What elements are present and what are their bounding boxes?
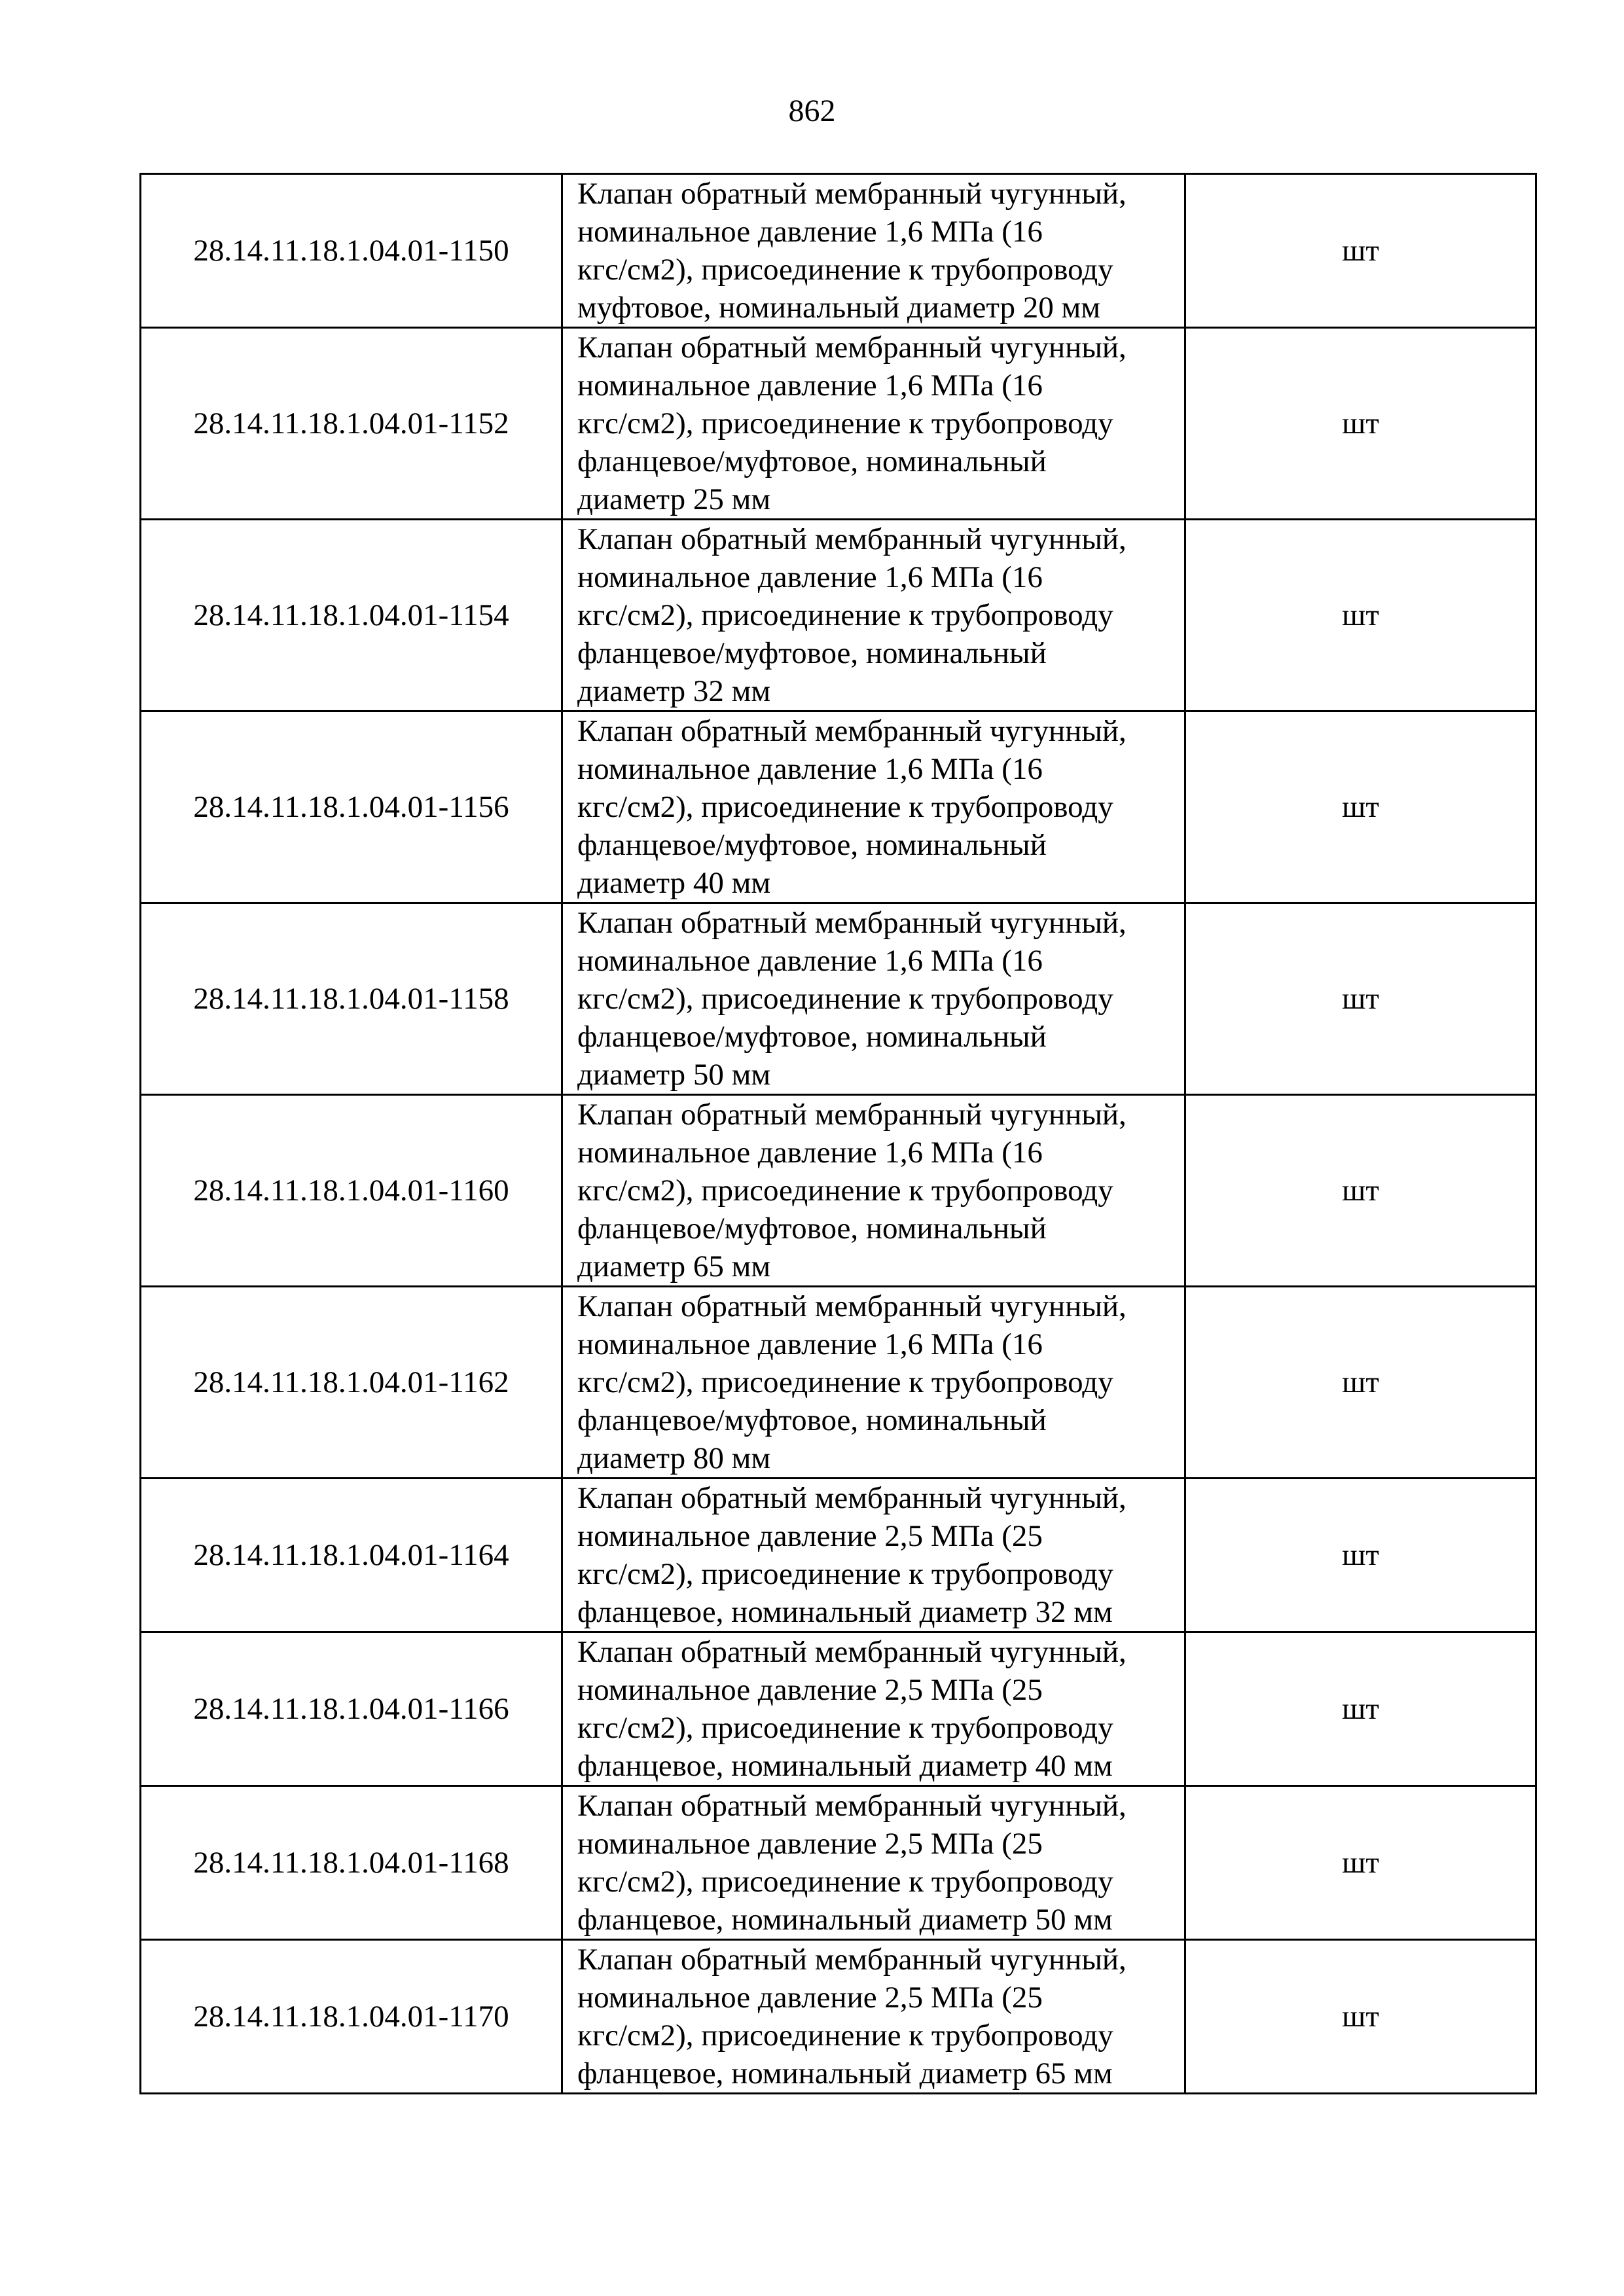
resource-table [139,173,1537,2094]
resource-name-line: номинальное давление 2,5 МПа (25 [577,1673,1043,1707]
resource-name-cell [562,903,1185,1095]
resource-name-cell [562,328,1185,520]
resource-name-line: номинальное давление 1,6 МПа (16 [577,1136,1043,1170]
resource-name-line: фланцевое/муфтовое, номинальный [577,1211,1047,1246]
resource-name-line: кгс/см2), присоединение к трубопроводу [577,2018,1113,2053]
resource-name-line: номинальное давление 2,5 МПа (25 [577,1981,1043,2015]
resource-code-cell: 28.14.11.18.1.04.01-1168 [141,1786,562,1940]
resource-name-line: номинальное давление 1,6 МПа (16 [577,752,1043,786]
unit-cell: шт [1185,1786,1536,1940]
resource-name-cell [562,520,1185,711]
resource-code-cell: 28.14.11.18.1.04.01-1170 [141,1940,562,2094]
resource-name-line: фланцевое/муфтовое, номинальный [577,1020,1047,1054]
table-row [141,1632,1536,1786]
resource-name-line: фланцевое/муфтовое, номинальный [577,828,1047,862]
resource-name-line: фланцевое, номинальный диаметр 50 мм [577,1903,1113,1937]
resource-name-line: номинальное давление 1,6 МПа (16 [577,368,1043,403]
resource-name-line: фланцевое, номинальный диаметр 65 мм [577,2056,1113,2090]
resource-name-text [577,1096,1175,1285]
table-body [141,174,1536,2094]
resource-name-line: номинальное давление 2,5 МПа (25 [577,1519,1043,1553]
resource-name-line: диаметр 40 мм [577,866,771,900]
resource-name-cell [562,1479,1185,1632]
resource-name-line: фланцевое/муфтовое, номинальный [577,636,1047,670]
resource-name-text [577,520,1175,710]
resource-code-cell: 28.14.11.18.1.04.01-1160 [141,1095,562,1287]
resource-name-line: номинальное давление 1,6 МПа (16 [577,1327,1043,1361]
resource-name-line: Клапан обратный мембранный чугунный, [577,331,1127,365]
resource-name-line: Клапан обратный мембранный чугунный, [577,1635,1127,1669]
resource-name-cell [562,1786,1185,1940]
resource-name-line: кгс/см2), присоединение к трубопроводу [577,598,1113,632]
table-row [141,174,1536,328]
resource-name-cell [562,1287,1185,1479]
resource-name-cell [562,711,1185,903]
resource-name-text [577,329,1175,518]
resource-name-text [577,175,1175,327]
resource-code-cell: 28.14.11.18.1.04.01-1154 [141,520,562,711]
unit-cell: шт [1185,520,1536,711]
resource-name-line: кгс/см2), присоединение к трубопроводу [577,1865,1113,1899]
resource-code-cell: 28.14.11.18.1.04.01-1166 [141,1632,562,1786]
resource-name-text [577,1633,1175,1785]
resource-name-line: Клапан обратный мембранный чугунный, [577,906,1127,940]
unit-cell: шт [1185,1287,1536,1479]
resource-code-cell: 28.14.11.18.1.04.01-1164 [141,1479,562,1632]
unit-cell: шт [1185,711,1536,903]
unit-cell: шт [1185,1479,1536,1632]
unit-cell: шт [1185,1632,1536,1786]
resource-name-line: диаметр 80 мм [577,1441,771,1475]
resource-name-cell [562,1940,1185,2094]
table-row [141,1287,1536,1479]
resource-name-text [577,904,1175,1094]
resource-name-text [577,712,1175,902]
resource-name-line: номинальное давление 1,6 МПа (16 [577,944,1043,978]
resource-code-cell: 28.14.11.18.1.04.01-1156 [141,711,562,903]
resource-name-line: диаметр 32 мм [577,674,771,708]
table-row [141,1940,1536,2094]
resource-name-line: номинальное давление 1,6 МПа (16 [577,215,1043,249]
resource-name-line: диаметр 65 мм [577,1249,771,1283]
resource-code-cell: 28.14.11.18.1.04.01-1158 [141,903,562,1095]
resource-name-line: фланцевое/муфтовое, номинальный [577,444,1047,478]
unit-cell: шт [1185,903,1536,1095]
resource-name-line: Клапан обратный мембранный чугунный, [577,1789,1127,1823]
resource-name-line: диаметр 25 мм [577,482,771,516]
resource-name-line: фланцевое, номинальный диаметр 32 мм [577,1595,1113,1629]
resource-name-line: фланцевое/муфтовое, номинальный [577,1403,1047,1437]
resource-name-cell [562,1632,1185,1786]
table-row [141,328,1536,520]
table-row [141,903,1536,1095]
resource-name-line: Клапан обратный мембранный чугунный, [577,1943,1127,1977]
resource-name-line: Клапан обратный мембранный чугунный, [577,177,1127,211]
resource-name-line: кгс/см2), присоединение к трубопроводу [577,1174,1113,1208]
table-row [141,1095,1536,1287]
resource-name-line: Клапан обратный мембранный чугунный, [577,714,1127,748]
resource-name-line: кгс/см2), присоединение к трубопроводу [577,1365,1113,1399]
resource-name-line: кгс/см2), присоединение к трубопроводу [577,790,1113,824]
table-row [141,1786,1536,1940]
resource-code-cell: 28.14.11.18.1.04.01-1150 [141,174,562,328]
resource-name-text [577,1941,1175,2092]
resource-name-line: номинальное давление 2,5 МПа (25 [577,1827,1043,1861]
table-row [141,1479,1536,1632]
unit-cell: шт [1185,174,1536,328]
table-row [141,520,1536,711]
page-number: 862 [788,94,836,128]
resource-name-line: кгс/см2), присоединение к трубопроводу [577,1557,1113,1591]
resource-name-line: кгс/см2), присоединение к трубопроводу [577,253,1113,287]
resource-name-line: Клапан обратный мембранный чугунный, [577,522,1127,556]
resource-name-line: муфтовое, номинальный диаметр 20 мм [577,291,1100,325]
resource-name-cell [562,174,1185,328]
resource-name-line: кгс/см2), присоединение к трубопроводу [577,1711,1113,1745]
resource-name-cell [562,1095,1185,1287]
resource-name-text [577,1787,1175,1939]
resource-name-line: кгс/см2), присоединение к трубопроводу [577,982,1113,1016]
resource-name-line: Клапан обратный мембранный чугунный, [577,1098,1127,1132]
resource-name-line: фланцевое, номинальный диаметр 40 мм [577,1749,1113,1783]
resource-name-text [577,1479,1175,1631]
resource-name-line: Клапан обратный мембранный чугунный, [577,1481,1127,1515]
resource-name-line: кгс/см2), присоединение к трубопроводу [577,406,1113,440]
table-row [141,711,1536,903]
resource-name-text [577,1287,1175,1477]
unit-cell: шт [1185,328,1536,520]
resource-code-cell: 28.14.11.18.1.04.01-1152 [141,328,562,520]
unit-cell: шт [1185,1940,1536,2094]
resource-name-line: Клапан обратный мембранный чугунный, [577,1289,1127,1323]
resource-name-line: номинальное давление 1,6 МПа (16 [577,560,1043,594]
unit-cell: шт [1185,1095,1536,1287]
resource-code-cell: 28.14.11.18.1.04.01-1162 [141,1287,562,1479]
resource-name-line: диаметр 50 мм [577,1058,771,1092]
